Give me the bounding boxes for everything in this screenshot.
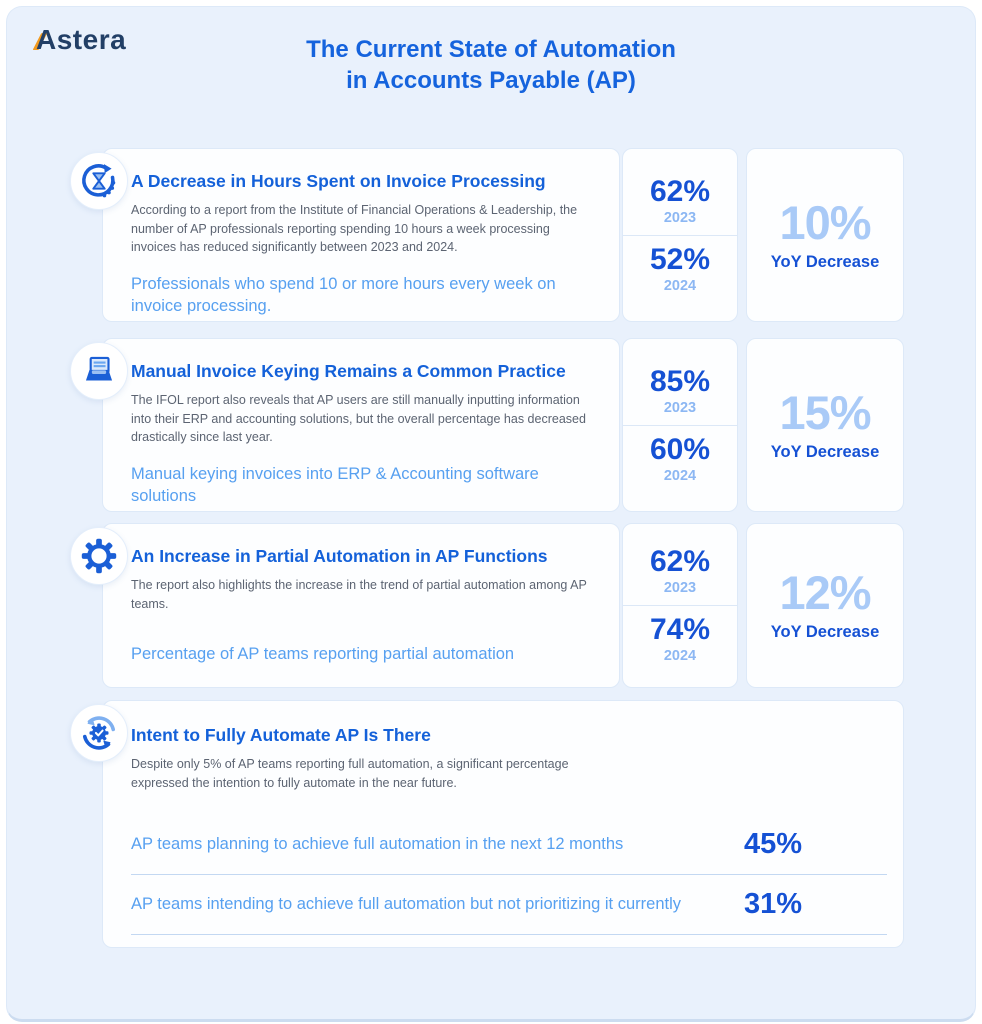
section-body: The report also highlights the increase in the trend of partial automation among AP teams. (131, 578, 587, 611)
section-card-partial-automation (102, 523, 620, 688)
section-highlight: Manual keying invoices into ERP & Accounting software solutions (131, 464, 539, 506)
stat-2023-year: 2023 (663, 209, 697, 226)
page-title-line1: The Current State of Automation (306, 36, 676, 63)
yoy-label: YoY Decrease (770, 442, 880, 461)
stat-2023-value: 62% (649, 174, 711, 208)
yoy-label: YoY Decrease (770, 252, 880, 271)
yoy-value: 15% (779, 385, 871, 439)
yoy-value: 12% (779, 566, 871, 619)
intent-row-next-12-months (131, 828, 887, 875)
yoy-label: YoY Decrease (770, 623, 880, 641)
stat-2023-year: 2023 (663, 580, 697, 596)
logo-text: Astera (36, 24, 127, 55)
stat-2024-value: 52% (649, 242, 711, 276)
section-heading: Manual Invoice Keying Remains a Common Practice (131, 361, 566, 381)
page-title-line2: in Accounts Payable (AP) (346, 67, 636, 95)
section-highlight: Percentage of AP teams reporting partial automation (131, 645, 515, 663)
intent-row-not-prioritizing (131, 888, 887, 935)
stat-divider (623, 605, 737, 606)
yoy-value: 10% (779, 195, 871, 249)
stat-2023-year: 2023 (663, 399, 697, 416)
intent-row-value: 31% (744, 888, 803, 920)
intent-stat-rows (131, 828, 879, 935)
stat-2024-year: 2024 (663, 467, 697, 484)
section-heading: An Increase in Partial Automation in AP Functions (131, 546, 548, 566)
stat-card-years (622, 338, 738, 512)
yoy-card (746, 338, 904, 512)
document-tray-icon (70, 342, 128, 400)
stat-2024-year: 2024 (663, 648, 697, 664)
section-body: Despite only 5% of AP teams reporting full automation, a significant percentage expressed the intention to fully automate in the near future. (131, 757, 569, 790)
section-card-invoice-hours (102, 148, 620, 322)
stat-divider (623, 235, 737, 236)
stat-2024-value: 60% (649, 432, 711, 466)
stat-card-years (622, 523, 738, 688)
section-highlight: Professionals who spend 10 or more hours every week on invoice processing. (131, 274, 556, 316)
section-card-full-automation-intent (102, 700, 904, 948)
yoy-card (746, 148, 904, 322)
stat-card-years (622, 148, 738, 322)
section-body: According to a report from the Institute of Financial Operations & Leadership, the number of AP professionals reporting spending 10 hours a week processing invoices has reduced significantly between 2023 and 2024. (131, 203, 578, 254)
intent-row-value: 45% (744, 828, 803, 860)
stat-2023-value: 62% (649, 545, 711, 578)
stat-divider (623, 425, 737, 426)
stat-2024-value: 74% (649, 613, 711, 646)
section-body: The IFOL report also reveals that AP users are still manually inputting information into their ERP and accounting solutions, but the overall percentage has decreased drastically since last year. (131, 393, 586, 444)
section-heading: A Decrease in Hours Spent on Invoice Processing (131, 171, 546, 191)
page-title (0, 34, 982, 96)
intent-row-label: AP teams planning to achieve full automation in the next 12 months (131, 835, 624, 854)
hourglass-refresh-icon (70, 152, 128, 210)
gear-icon (70, 527, 128, 585)
section-heading: Intent to Fully Automate AP Is There (131, 725, 431, 745)
yoy-card (746, 523, 904, 688)
stat-2024-year: 2024 (663, 277, 697, 294)
intent-row-label: AP teams intending to achieve full automation but not prioritizing it currently (131, 895, 681, 914)
stat-2023-value: 85% (649, 364, 711, 398)
section-card-manual-keying (102, 338, 620, 512)
gear-sync-icon (70, 704, 128, 762)
